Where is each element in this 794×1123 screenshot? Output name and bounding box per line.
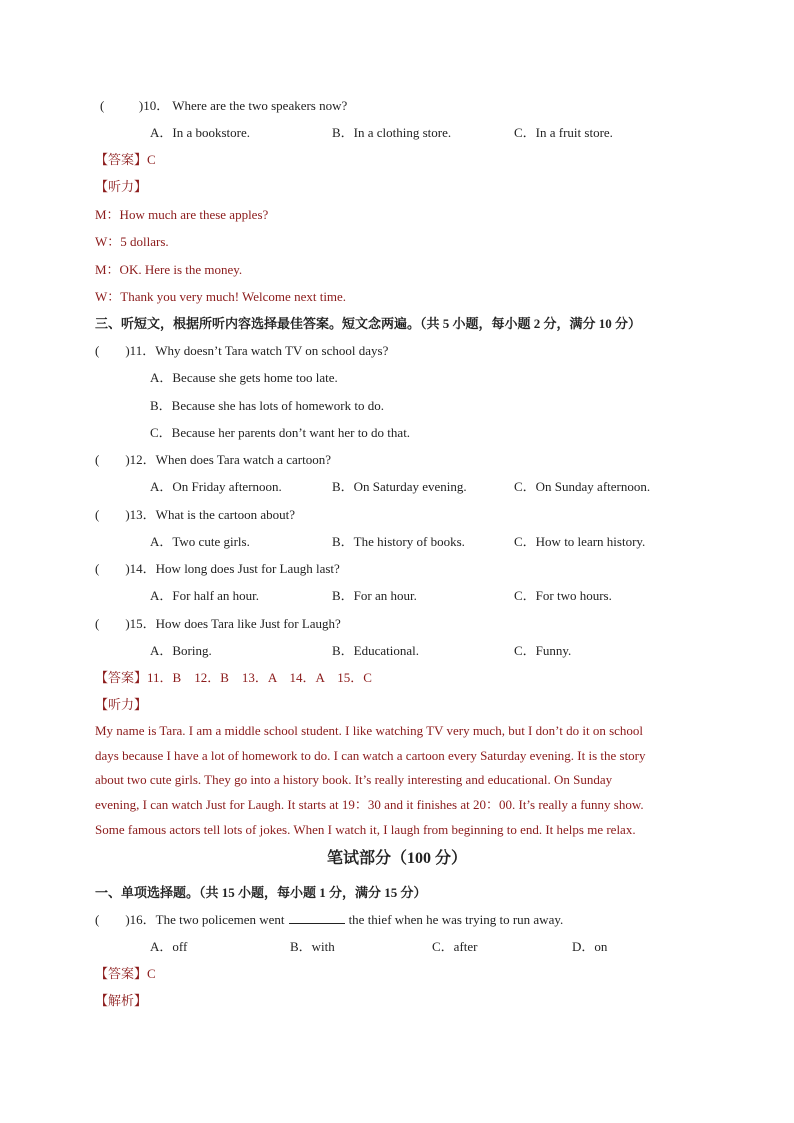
passage-line-2: days because I have a lot of homework to do. I can watch a cartoon every Saturday evening. It is the story	[95, 748, 646, 763]
q14-option-b: B．For an hour.	[332, 588, 417, 603]
q10-listen-tag: 【听力】	[95, 179, 148, 194]
q14-paren: ( )	[95, 561, 130, 576]
passage-line-1: My name is Tara. I am a middle school student. I like watching TV very much, but I don’t do it on school	[95, 723, 644, 738]
q10-answer: 【答案】C	[95, 152, 156, 167]
q13-option-c: C．How to learn history.	[514, 534, 646, 549]
q16-text-after: the thief when he was trying to run away.	[348, 912, 564, 927]
section-1-heading: 一、单项选择题。（共 15 小题，每小题 1 分，满分 15 分）	[95, 885, 427, 900]
q16-option-b: B．with	[290, 939, 335, 954]
q10-option-b: B．In a clothing store.	[332, 125, 452, 140]
q16-option-c: C．after	[432, 939, 478, 954]
q11-option-c: C．Because her parents don’t want her to do that.	[150, 425, 411, 440]
q11-option-b: B．Because she has lots of homework to do.	[150, 398, 384, 413]
q11-stem	[95, 344, 388, 357]
q16-option-a: A．off	[150, 939, 188, 954]
q16-stem	[95, 913, 563, 926]
q14-stem	[95, 562, 340, 575]
section-3-heading: 三、听短文，根据所听内容选择最佳答案。短文念两遍。（共 5 小题，每小题 2 分，满分 10 分）	[95, 316, 642, 331]
q16-text-before: 16．The two policemen went	[129, 912, 285, 927]
listen-tag-2: 【听力】	[95, 697, 148, 712]
q11-paren: ( )	[95, 343, 130, 358]
q12-option-c: C．On Sunday afternoon.	[514, 479, 651, 494]
q11-option-a: A．Because she gets home too late.	[150, 370, 338, 385]
q10-text: Where are the two speakers now?	[172, 98, 348, 113]
q13-option-b: B．The history of books.	[332, 534, 465, 549]
q10-dialogue-line-4: W：Thank you very much! Welcome next time.	[95, 289, 347, 304]
answers-11-15: 【答案】11．B 12．B 13．A 14．A 15．C	[95, 670, 372, 685]
q10-dialogue-line-2: W：5 dollars.	[95, 234, 169, 249]
q15-paren: ( )	[95, 616, 130, 631]
q10-dialogue-line-3: M：OK. Here is the money.	[95, 262, 243, 277]
q16-analysis-tag: 【解析】	[95, 993, 148, 1008]
q10-option-c: C．In a fruit store.	[514, 125, 613, 140]
q15-option-c: C．Funny.	[514, 643, 572, 658]
q13-paren: ( )	[95, 507, 130, 522]
q12-option-a: A．On Friday afternoon.	[150, 479, 282, 494]
q10-paren-open: (	[100, 98, 105, 113]
q12-paren: ( )	[95, 452, 130, 467]
passage-line-4: evening, I can watch Just for Laugh. It starts at 19：30 and it finishes at 20：00. It’s really a funny show.	[95, 797, 644, 812]
q15-option-b: B．Educational.	[332, 643, 420, 658]
q12-option-b: B．On Saturday evening.	[332, 479, 467, 494]
q15-option-a: A．Boring.	[150, 643, 212, 658]
q10-dialogue-line-1: M：How much are these apples?	[95, 207, 269, 222]
q12-stem	[95, 453, 331, 466]
q10-stem	[100, 99, 347, 112]
q13-option-a: A．Two cute girls.	[150, 534, 250, 549]
passage-line-3: about two cute girls. They go into a history book. It’s really interesting and educational. On Sunday	[95, 772, 613, 787]
q15-text: 15．How does Tara like Just for Laugh?	[129, 616, 341, 631]
q10-number: 10．	[143, 98, 170, 113]
q13-stem	[95, 508, 295, 521]
q15-stem	[95, 617, 341, 630]
passage-line-5: Some famous actors tell lots of jokes. When I watch it, I laugh from beginning to end. It helps me relax.	[95, 822, 636, 837]
q11-text: 11．Why doesn’t Tara watch TV on school days?	[129, 343, 389, 358]
q10-option-a: A．In a bookstore.	[150, 125, 251, 140]
q13-text: 13．What is the cartoon about?	[129, 507, 296, 522]
q12-text: 12．When does Tara watch a cartoon?	[129, 452, 332, 467]
q14-option-c: C．For two hours.	[514, 588, 612, 603]
q14-option-a: A．For half an hour.	[150, 588, 260, 603]
q14-text: 14．How long does Just for Laugh last?	[129, 561, 340, 576]
q10-paren-close: )	[138, 98, 144, 113]
q16-paren: ( )	[95, 912, 130, 927]
q16-answer: 【答案】C	[95, 966, 156, 981]
q16-option-d: D．on	[572, 939, 608, 954]
written-part-title: 笔试部分（100 分）	[326, 850, 467, 867]
q16-blank	[289, 913, 345, 924]
